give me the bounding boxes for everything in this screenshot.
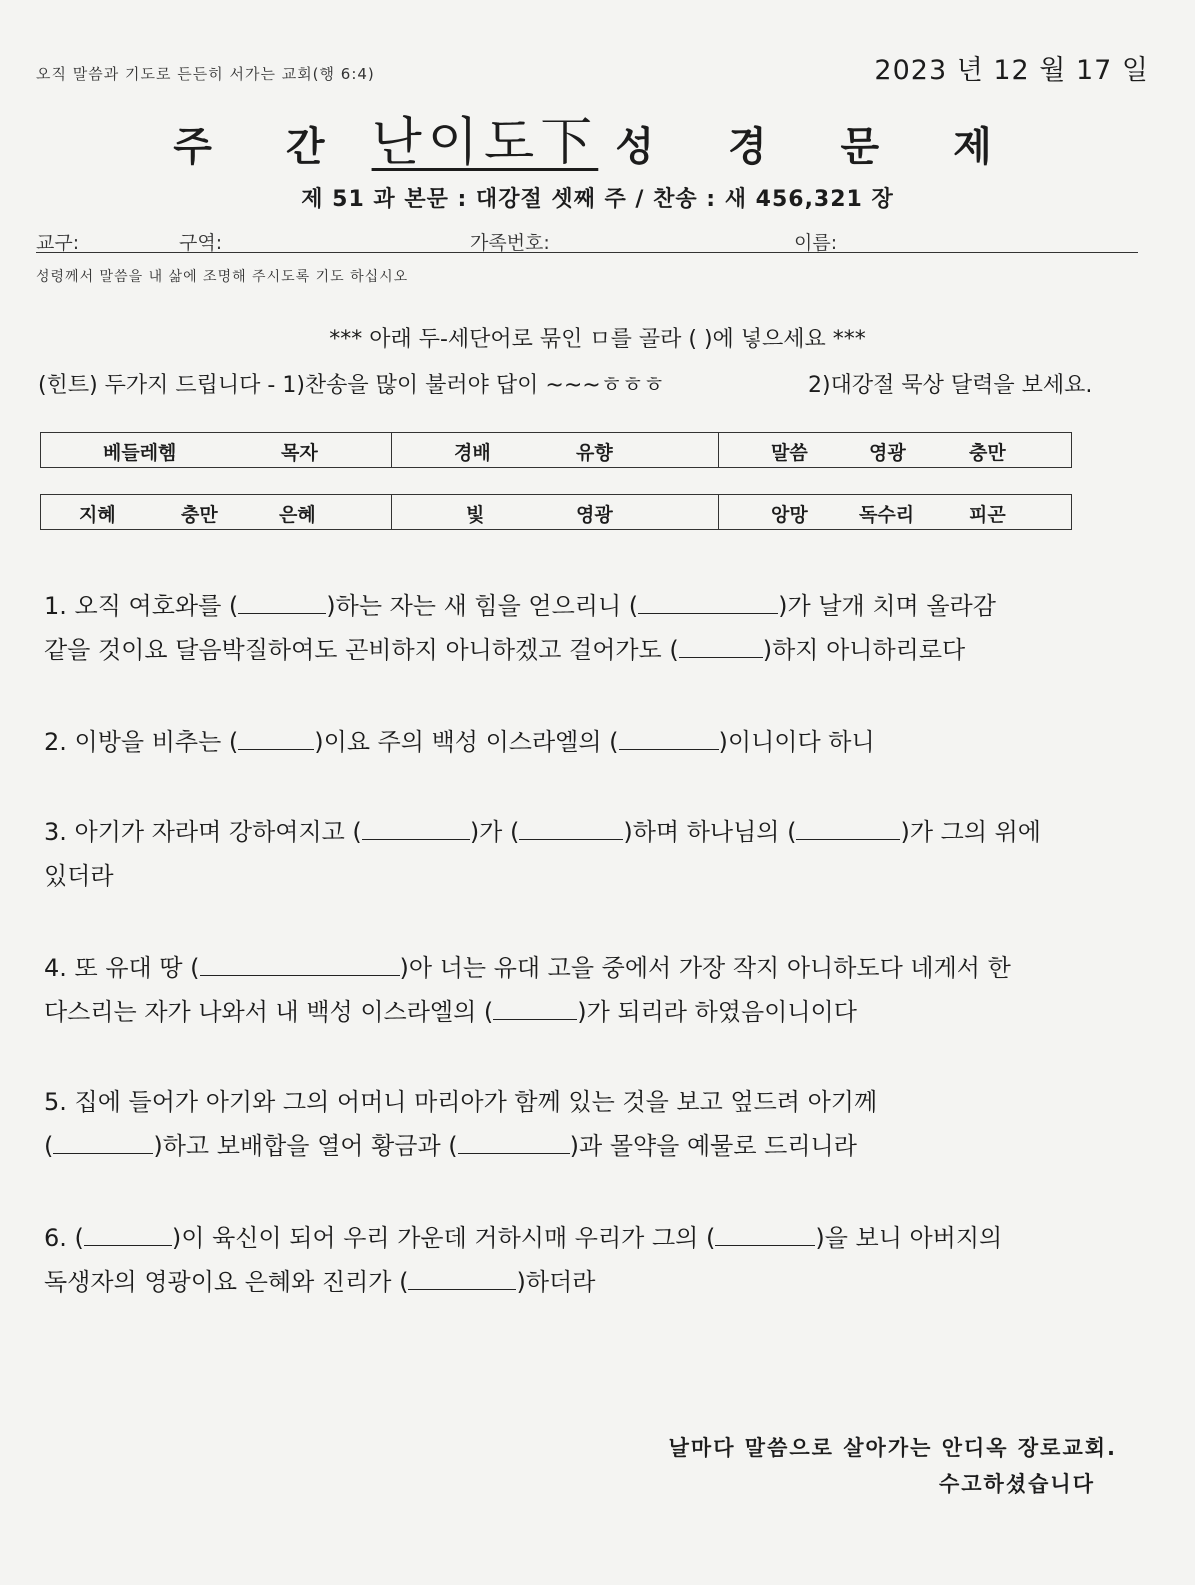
word-group [41, 433, 392, 467]
word-bank-item: 독수리 [859, 504, 915, 526]
question-text: )가 되리라 하였음이니이다 [577, 998, 857, 1026]
date: 2023 년 12 월 17 일 [874, 55, 1149, 86]
answer-blank[interactable] [238, 589, 326, 614]
question-text: 2. 이방을 비추는 ( [44, 728, 239, 756]
name-label: 이름: [794, 232, 838, 254]
word-bank-item: 말씀 [771, 442, 808, 464]
question-text: ( [44, 1132, 54, 1160]
instruction: *** 아래 두-세단어로 묶인 ㅁ를 골라 ( )에 넣으세요 *** [329, 327, 866, 352]
family-number-label: 가족번호: [470, 232, 550, 254]
question-4 [44, 946, 1154, 1034]
word-bank-item: 충만 [969, 442, 1006, 464]
word-bank-item: 앙망 [771, 504, 808, 526]
word-bank-row-2 [40, 494, 1072, 530]
question-text: 같을 것이요 달음박질하여도 곤비하지 아니하겠고 걸어가도 ( [44, 636, 679, 664]
word-bank-item: 경배 [454, 442, 491, 464]
title-difficulty: 난이도下 [371, 113, 599, 173]
word-group [392, 433, 719, 467]
hint-1: (힌트) 두가지 드립니다 - 1)찬송을 많이 불러야 답이 ~~~ㅎㅎㅎ [38, 373, 665, 398]
church-motto: 오직 말씀과 기도로 든든히 서가는 교회(행 6:4) [36, 65, 375, 83]
answer-blank[interactable] [200, 951, 400, 976]
question-text: 독생자의 영광이요 은혜와 진리가 ( [44, 1268, 409, 1296]
question-text: )이니이다 하니 [718, 728, 875, 756]
word-bank-item: 영광 [576, 504, 613, 526]
question-text: 1. 오직 여호와를 ( [44, 592, 239, 620]
question-1 [44, 584, 1154, 672]
word-bank-item: 지혜 [79, 504, 116, 526]
word-bank-item: 충만 [181, 504, 218, 526]
question-text: )이요 주의 백성 이스라엘의 ( [314, 728, 619, 756]
member-info-row [36, 228, 1138, 253]
footer-thanks: 수고하셨습니다 [938, 1472, 1095, 1496]
title-weekly: 주 간 [173, 124, 355, 170]
question-text: )가 ( [469, 818, 520, 846]
word-group [719, 433, 1071, 467]
word-bank-item: 피곤 [969, 504, 1006, 526]
word-bank-item: 빛 [466, 504, 485, 526]
word-group [719, 495, 1071, 529]
answer-blank[interactable] [638, 589, 778, 614]
question-text: 6. ( [44, 1224, 84, 1252]
word-bank-item: 영광 [869, 442, 906, 464]
word-bank-row-1 [40, 432, 1072, 468]
answer-blank[interactable] [53, 1129, 153, 1154]
question-text: )하고 보배합을 열어 황금과 ( [153, 1132, 458, 1160]
answer-blank[interactable] [619, 725, 719, 750]
question-text: 있더라 [44, 862, 114, 890]
question-2 [44, 720, 1154, 764]
question-3 [44, 810, 1154, 898]
answer-blank[interactable] [238, 725, 314, 750]
answer-blank[interactable] [679, 633, 763, 658]
word-bank-item: 베들레헴 [103, 442, 177, 464]
answer-blank[interactable] [458, 1129, 570, 1154]
question-text: )하지 아니하리로다 [762, 636, 966, 664]
answer-blank[interactable] [84, 1221, 172, 1246]
answer-blank[interactable] [362, 815, 470, 840]
question-text: )하는 자는 새 힘을 얻으리니 ( [326, 592, 639, 620]
word-group [41, 495, 392, 529]
prayer-note: 성령께서 말씀을 내 삶에 조명해 주시도록 기도 하십시오 [36, 269, 409, 285]
title-bible-quiz: 성 경 문 제 [615, 124, 1022, 170]
answer-blank[interactable] [493, 995, 577, 1020]
question-6 [44, 1216, 1154, 1304]
district-label: 구역: [179, 232, 223, 254]
question-text: 다스리는 자가 나와서 내 백성 이스라엘의 ( [44, 998, 494, 1026]
question-text: 3. 아기가 자라며 강하여지고 ( [44, 818, 362, 846]
hint-2: 2)대강절 묵상 달력을 보세요. [808, 373, 1093, 398]
word-group [392, 495, 719, 529]
question-text: )아 너는 유대 고을 중에서 가장 작지 아니하도다 네게서 한 [399, 954, 1011, 982]
question-text: )이 육신이 되어 우리 가운데 거하시매 우리가 그의 ( [171, 1224, 716, 1252]
answer-blank[interactable] [796, 815, 900, 840]
question-text: 5. 집에 들어가 아기와 그의 어머니 마리아가 함께 있는 것을 보고 엎드려 아기께 [44, 1088, 878, 1116]
answer-blank[interactable] [519, 815, 623, 840]
question-text: 4. 또 유대 땅 ( [44, 954, 200, 982]
question-text: )을 보니 아버지의 [815, 1224, 1003, 1252]
answer-blank[interactable] [715, 1221, 815, 1246]
question-text: )과 몰약을 예물로 드리니라 [569, 1132, 857, 1160]
page-title [0, 100, 1195, 175]
question-text: )가 날개 치며 올라감 [778, 592, 996, 620]
word-bank-item: 목자 [281, 442, 318, 464]
word-bank-item: 유향 [576, 442, 613, 464]
question-text: )하며 하나님의 ( [623, 818, 797, 846]
parish-label: 교구: [36, 232, 80, 254]
question-text: )하더라 [516, 1268, 596, 1296]
question-text: )가 그의 위에 [900, 818, 1041, 846]
question-5 [44, 1080, 1154, 1168]
footer-church-name: 날마다 말씀으로 살아가는 안디옥 장로교회. [668, 1436, 1117, 1460]
lesson-subtitle: 제 51 과 본문 : 대강절 셋째 주 / 찬송 : 새 456,321 장 [301, 187, 894, 212]
word-bank-item: 은혜 [279, 504, 316, 526]
answer-blank[interactable] [408, 1265, 516, 1290]
